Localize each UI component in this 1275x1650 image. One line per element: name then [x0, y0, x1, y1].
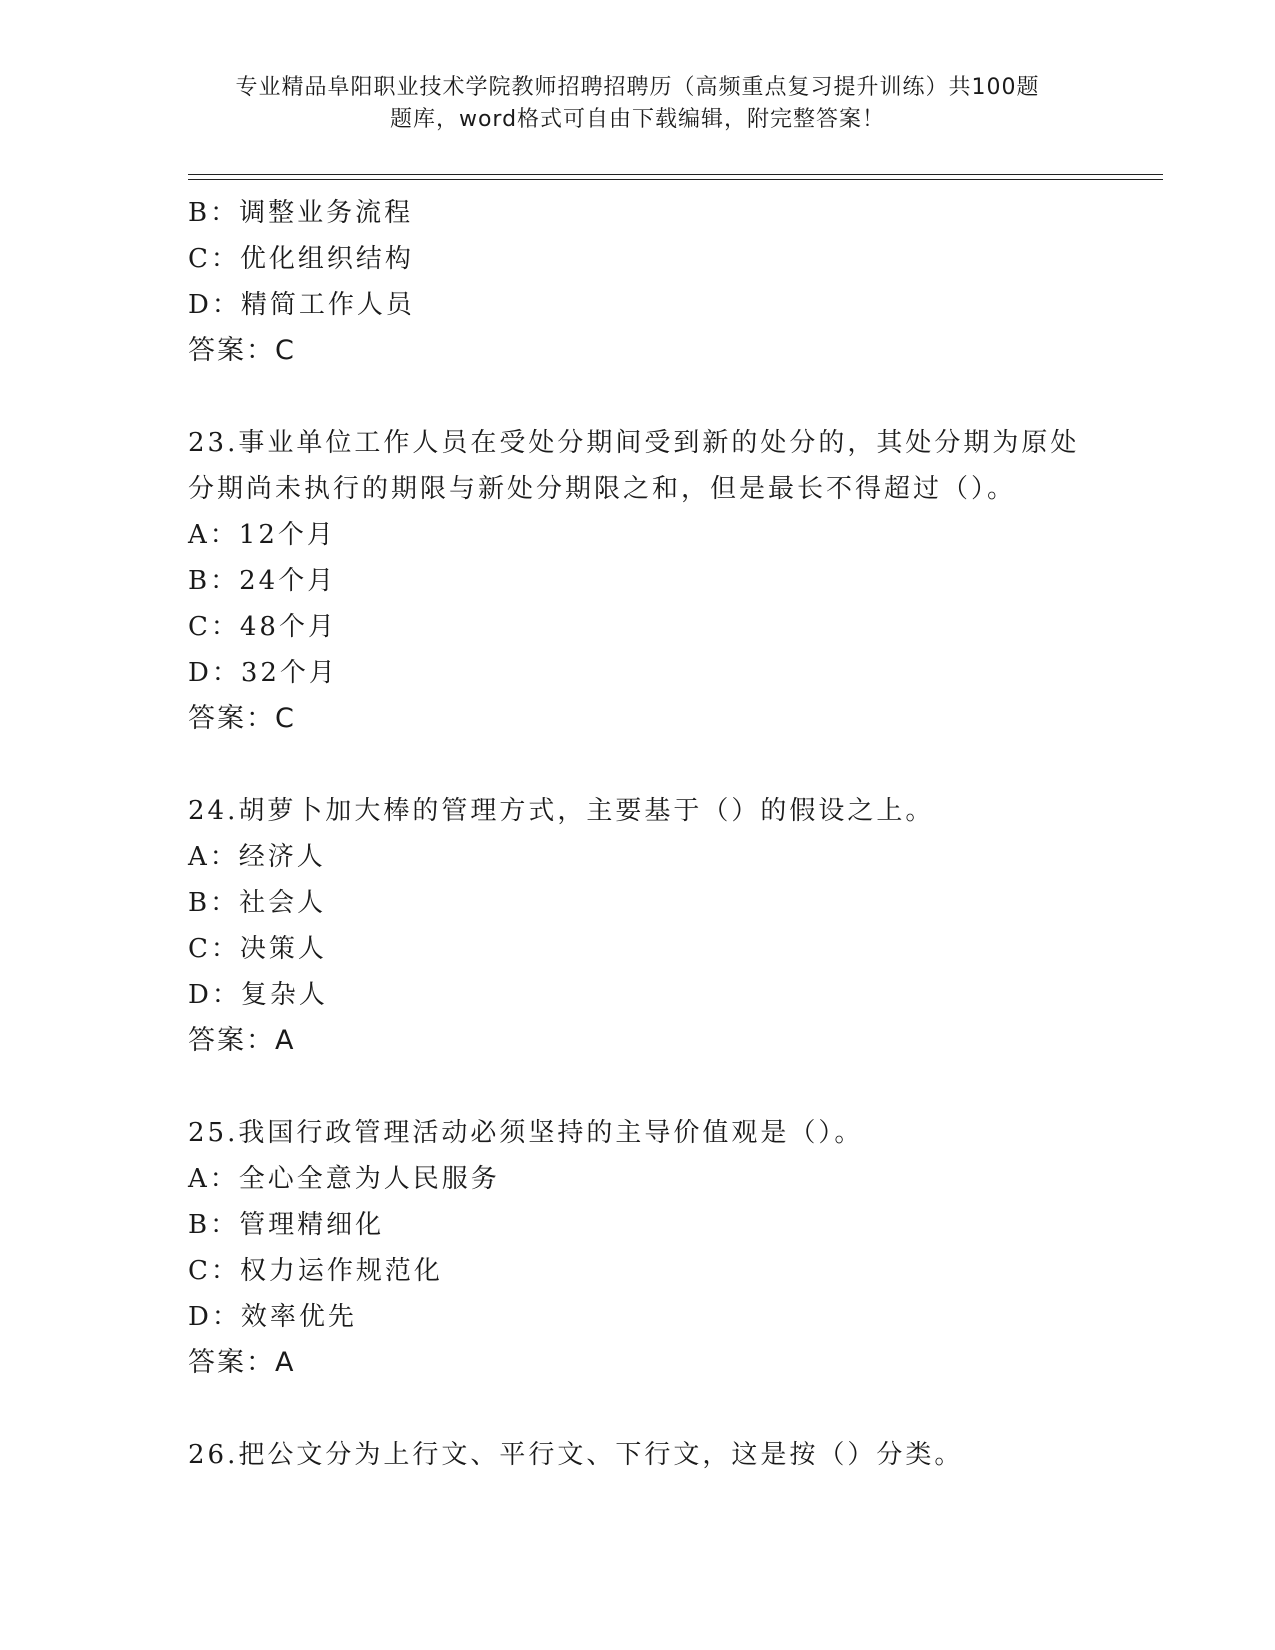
header-title-line-2: 题库，word格式可自由下载编辑，附完整答案！ — [389, 107, 886, 132]
option-b: B：24个月 — [188, 566, 337, 596]
option-d: D：精简工作人员 — [188, 290, 415, 320]
spacer — [188, 1064, 1088, 1110]
option-c: C：权力运作规范化 — [188, 1256, 443, 1286]
option-a: A：全心全意为人民服务 — [188, 1164, 500, 1194]
answer: 答案：C — [188, 703, 296, 734]
question-stem-line: 23.事业单位工作人员在受处分期间受到新的处分的，其处分期为原处 — [188, 428, 1080, 458]
header-divider-bottom — [188, 179, 1163, 180]
option-a: A：经济人 — [188, 842, 326, 872]
question-stem-line: 26.把公文分为上行文、平行文、下行文，这是按（）分类。 — [188, 1440, 964, 1470]
option-c: C：优化组织结构 — [188, 244, 414, 274]
question-25 — [188, 1110, 1088, 1386]
question-content — [188, 190, 1088, 1478]
option-d: D：32个月 — [188, 658, 338, 688]
question-23 — [188, 420, 1088, 742]
spacer — [188, 742, 1088, 788]
header-divider-top — [188, 174, 1163, 175]
option-b: B：管理精细化 — [188, 1210, 385, 1240]
option-d: D：复杂人 — [188, 980, 328, 1010]
answer: 答案：A — [188, 1025, 296, 1056]
page-header — [0, 72, 1275, 136]
option-a: A：12个月 — [188, 520, 336, 550]
question-stem-line: 25.我国行政管理活动必须坚持的主导价值观是（）。 — [188, 1118, 864, 1148]
answer: 答案：C — [188, 335, 296, 366]
option-c: C：决策人 — [188, 934, 327, 964]
question-24 — [188, 788, 1088, 1064]
question-stem-line: 24.胡萝卜加大棒的管理方式，主要基于（）的假设之上。 — [188, 796, 935, 826]
header-title-line-1: 专业精品阜阳职业技术学院教师招聘招聘历（高频重点复习提升训练）共100题 — [235, 75, 1040, 100]
option-b: B：社会人 — [188, 888, 327, 918]
option-b: B：调整业务流程 — [188, 198, 414, 228]
option-c: C：48个月 — [188, 612, 337, 642]
option-d: D：效率优先 — [188, 1302, 357, 1332]
spacer — [188, 374, 1088, 420]
answer: 答案：A — [188, 1347, 296, 1378]
question-26 — [188, 1432, 1088, 1478]
spacer — [188, 1386, 1088, 1432]
question-stem-line: 分期尚未执行的期限与新处分期限之和，但是最长不得超过（）。 — [188, 474, 1017, 504]
